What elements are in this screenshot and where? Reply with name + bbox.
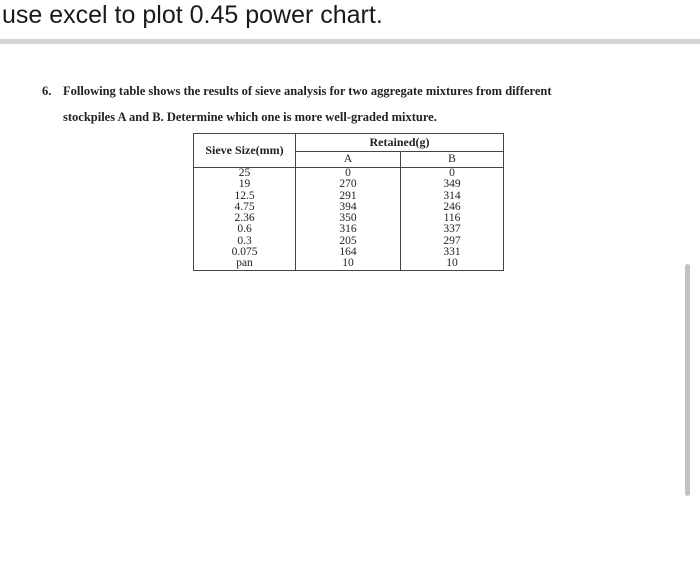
- sieve-size-header: Sieve Size(mm): [194, 134, 296, 168]
- retained-a-cell: 350: [296, 213, 401, 224]
- retained-a-cell: 205: [296, 236, 401, 247]
- question-number: 6.: [42, 84, 52, 98]
- retained-b-cell: 0: [401, 168, 504, 180]
- retained-b-cell: 331: [401, 247, 504, 258]
- sieve-size-cell: 0.3: [194, 236, 296, 247]
- sieve-size-cell: 2.36: [194, 213, 296, 224]
- sieve-size-cell: 25: [194, 168, 296, 180]
- table-row: [194, 179, 504, 190]
- retained-a-cell: 291: [296, 191, 401, 202]
- header-divider: [0, 39, 700, 44]
- question-header: [0, 0, 700, 40]
- column-b-header: B: [401, 151, 504, 168]
- question-line-2: stockpiles A and B. Determine which one is more well-graded mixture.: [63, 110, 437, 124]
- sieve-size-cell: 0.075: [194, 247, 296, 258]
- retained-b-cell: 116: [401, 213, 504, 224]
- retained-b-cell: 314: [401, 191, 504, 202]
- retained-a-cell: 0: [296, 168, 401, 180]
- sieve-size-cell: 19: [194, 179, 296, 190]
- sieve-size-cell: 4.75: [194, 202, 296, 213]
- retained-a-cell: 10: [296, 258, 401, 270]
- retained-b-cell: 10: [401, 258, 504, 270]
- sieve-size-cell: 12.5: [194, 191, 296, 202]
- question-line-1-text: Following table shows the results of sieve analysis for two aggregate mixtures from different: [63, 84, 552, 98]
- table-row: [194, 258, 504, 270]
- question-line-1: [42, 84, 552, 99]
- sieve-size-cell: pan: [194, 258, 296, 270]
- sieve-analysis-table: [193, 133, 504, 271]
- retained-b-cell: 246: [401, 202, 504, 213]
- retained-header: Retained(g): [296, 134, 504, 152]
- question-title: use excel to plot 0.45 power chart.: [2, 1, 383, 29]
- sieve-size-cell: 0.6: [194, 224, 296, 235]
- vertical-scrollbar[interactable]: [685, 264, 690, 496]
- retained-b-cell: 337: [401, 224, 504, 235]
- retained-b-cell: 297: [401, 236, 504, 247]
- retained-a-cell: 316: [296, 224, 401, 235]
- retained-a-cell: 164: [296, 247, 401, 258]
- retained-a-cell: 270: [296, 179, 401, 190]
- retained-b-cell: 349: [401, 179, 504, 190]
- column-a-header: A: [296, 151, 401, 168]
- retained-a-cell: 394: [296, 202, 401, 213]
